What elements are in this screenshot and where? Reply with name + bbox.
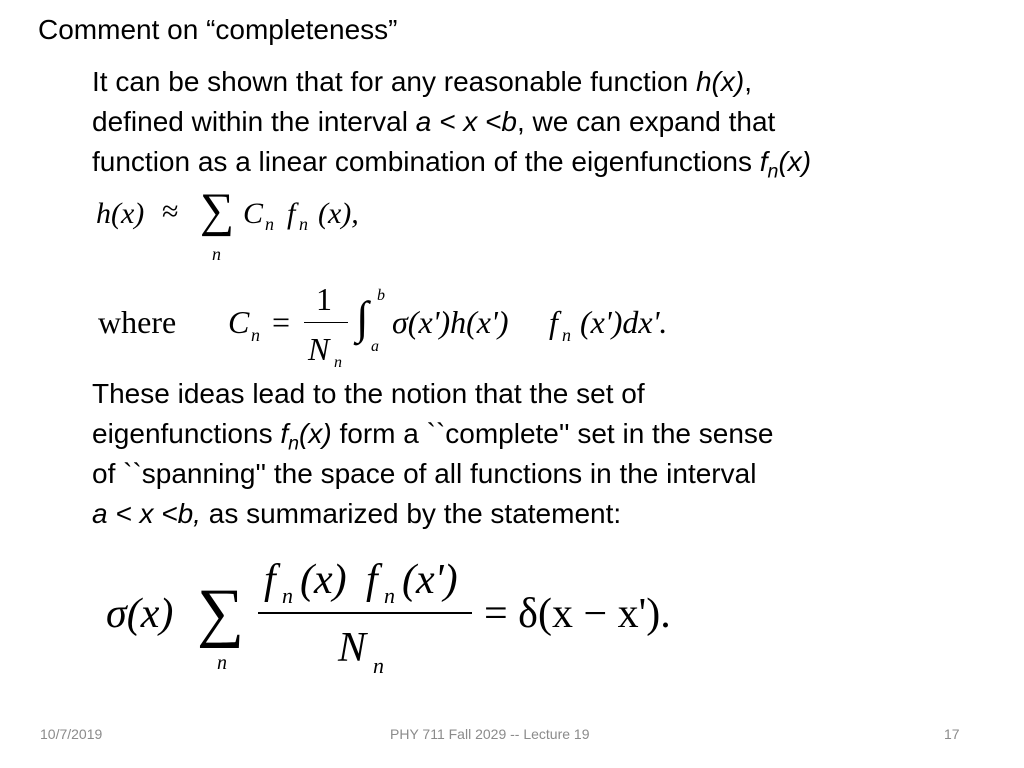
slide-title: Comment on “completeness” [38, 14, 398, 45]
paragraph-expansion [92, 62, 811, 182]
footer-date: 10/7/2019 [40, 726, 103, 742]
eigenfunction-symbol: f [549, 304, 558, 340]
normalization-symbol: N [338, 625, 367, 671]
sum-symbol: ∑ [197, 576, 245, 649]
subscript: n [334, 354, 342, 371]
text-segment: eigenfunctions [92, 418, 281, 449]
argument: (x) [300, 557, 347, 603]
argument: (x) [299, 418, 332, 449]
lower-limit: a [371, 338, 379, 355]
argument: (x) [778, 146, 812, 177]
paragraph-line: of ``spanning'' the space of all functions in the interval [92, 458, 757, 489]
eigenfunction-symbol: f [287, 197, 296, 230]
subscript: n [282, 583, 293, 608]
weight-function: σ(x) [106, 591, 174, 637]
subscript: n [384, 583, 395, 608]
where-label: where [98, 304, 177, 340]
paragraph-line [92, 494, 773, 534]
subscript: n [299, 214, 308, 234]
integral-symbol: ∫ [356, 292, 369, 343]
approx-symbol: ≈ [162, 195, 179, 228]
sum-index: n [212, 244, 221, 264]
eigenfunction-symbol: f [280, 418, 289, 449]
footer-course: PHY 711 Fall 2029 -- Lecture 19 [390, 726, 590, 742]
subscript: n [265, 214, 274, 234]
text-segment: function as a linear combination of the eigenfunctions [92, 146, 760, 177]
argument: (x') [402, 557, 458, 603]
equals-symbol: = [272, 304, 291, 340]
text-segment: , [744, 66, 752, 97]
integrand: σ(x')h(x') [392, 304, 509, 340]
subscript: n [373, 653, 384, 678]
function-symbol: h(x) [695, 66, 745, 97]
argument: (x), [318, 197, 359, 230]
subscript: n [562, 325, 571, 345]
subscript: n [251, 325, 260, 345]
paragraph-line: These ideas lead to the notion that the set of [92, 378, 645, 409]
sum-index: n [217, 652, 227, 674]
footer-page-number: 17 [944, 726, 960, 742]
subscript: n [767, 160, 779, 183]
paragraph-line [92, 62, 811, 102]
paragraph-line [92, 142, 811, 182]
eigenfunction-symbol: f [366, 557, 378, 603]
text-segment: as summarized by the statement: [200, 498, 622, 529]
interval-symbol: a < x <b, [92, 498, 201, 529]
text-segment: form a ``complete'' set in the sense [331, 418, 774, 449]
upper-limit: b [377, 287, 385, 304]
paragraph-line [92, 414, 773, 454]
sum-symbol: ∑ [200, 184, 235, 237]
paragraph-completeness [92, 374, 773, 534]
fraction-bar [258, 612, 472, 614]
eigenfunction-symbol: f [264, 557, 276, 603]
normalization-symbol: N [308, 331, 330, 367]
eq1-lhs: h(x) [96, 197, 145, 230]
interval-symbol: a < x <b [415, 106, 517, 137]
text-segment: It can be shown that for any reasonable function [92, 66, 696, 97]
eigenfunction-symbol: f [759, 146, 768, 177]
text-segment: defined within the interval [92, 106, 416, 137]
text-segment: , we can expand that [516, 106, 776, 137]
fraction-bar [304, 322, 348, 323]
coefficient-symbol: C [243, 197, 264, 230]
fraction-numerator: 1 [316, 281, 332, 317]
subscript: n [288, 432, 300, 455]
delta-rhs: = δ(x − x'). [484, 591, 671, 637]
integrand-tail: (x')dx'. [580, 304, 668, 340]
paragraph-line [92, 102, 811, 142]
coefficient-symbol: C [228, 304, 250, 340]
